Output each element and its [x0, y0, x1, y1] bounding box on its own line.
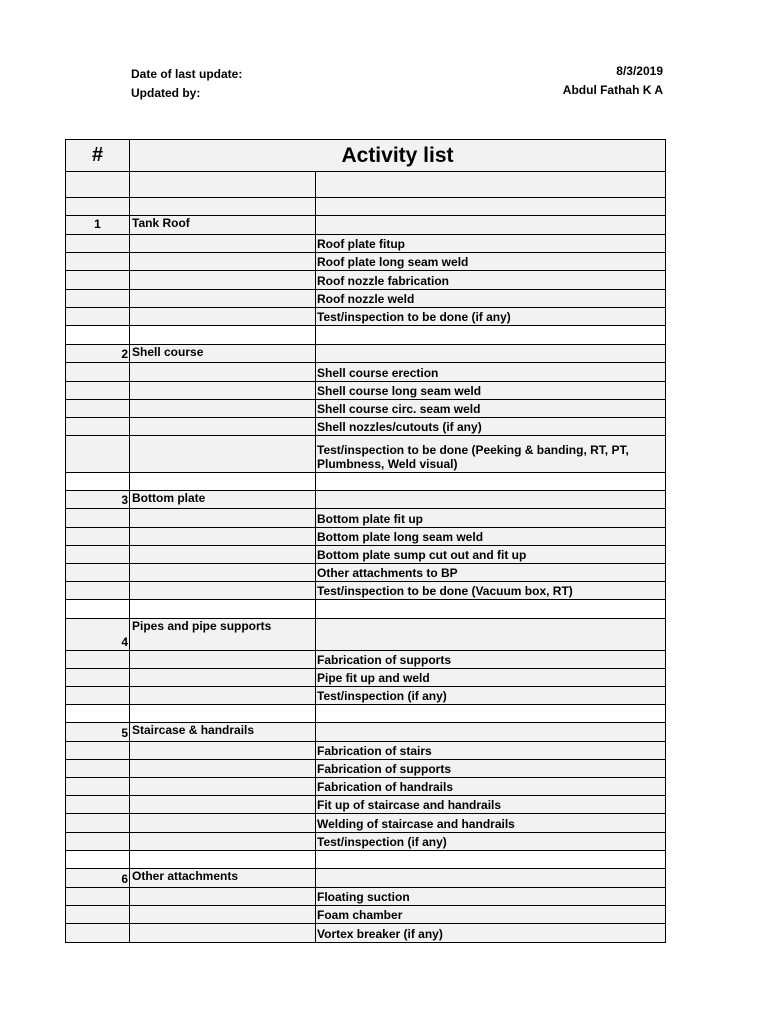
section-name-cell — [130, 687, 316, 704]
activity-cell — [316, 436, 666, 472]
activity-text: Shell course long seam weld — [317, 384, 482, 398]
activity-text: Foam chamber — [317, 908, 403, 922]
activity-cell — [316, 308, 666, 325]
activity-cell — [316, 509, 666, 527]
row-number-cell — [65, 363, 130, 381]
row-number-cell — [65, 564, 130, 581]
section-name-cell — [130, 491, 316, 508]
activity-cell — [316, 546, 666, 563]
table-row — [65, 509, 666, 528]
table-row — [65, 473, 666, 491]
activity-text: Floating suction — [317, 890, 410, 904]
activity-cell — [316, 528, 666, 545]
section-name-cell — [130, 290, 316, 307]
activity-list-title: Activity list — [130, 140, 666, 171]
activity-cell — [316, 326, 666, 344]
row-number-cell — [65, 172, 130, 197]
table-row — [65, 778, 666, 796]
updated-by-value: Abdul Fathah K A — [562, 83, 663, 97]
date-of-last-update-value: 8/3/2019 — [616, 64, 663, 78]
activity-cell — [316, 382, 666, 399]
activity-cell — [316, 888, 666, 905]
activity-cell — [316, 705, 666, 722]
section-name-cell — [130, 235, 316, 252]
activity-text: Welding of staircase and handrails — [317, 817, 515, 831]
row-number-cell — [65, 308, 130, 325]
table-row — [65, 851, 666, 869]
activity-cell — [316, 600, 666, 618]
section-name-cell — [130, 363, 316, 381]
section-name-cell — [130, 528, 316, 545]
row-number-cell — [65, 473, 130, 490]
table-row — [65, 669, 666, 687]
table-row — [65, 308, 666, 326]
table-row — [65, 172, 666, 198]
section-name-cell — [130, 308, 316, 325]
activity-text: Shell nozzles/cutouts (if any) — [317, 420, 482, 434]
row-number-cell — [65, 235, 130, 252]
row-number-cell — [65, 382, 130, 399]
activity-cell — [316, 271, 666, 289]
section-name: Staircase & handrails — [132, 723, 255, 737]
activity-text: Fit up of staircase and handrails — [317, 798, 502, 812]
section-name: Pipes and pipe supports — [132, 619, 272, 633]
activity-cell — [316, 198, 666, 215]
section-name-cell — [130, 271, 316, 289]
activity-text: Shell course circ. seam weld — [317, 402, 481, 416]
row-number-cell — [65, 253, 130, 270]
activity-text: Vortex breaker (if any) — [317, 927, 443, 941]
section-name-cell — [130, 651, 316, 668]
activity-cell — [316, 253, 666, 270]
row-number-cell — [65, 888, 130, 905]
section-name-cell — [130, 436, 316, 472]
table-row — [65, 326, 666, 345]
activity-text: Fabrication of supports — [317, 762, 452, 776]
activity-cell — [316, 796, 666, 813]
table-row — [65, 235, 666, 253]
table-row — [65, 869, 666, 888]
table-row — [65, 651, 666, 669]
section-name-cell — [130, 382, 316, 399]
updated-by-label: Updated by: — [131, 86, 201, 100]
activity-text: Other attachments to BP — [317, 566, 458, 580]
section-name-cell — [130, 198, 316, 215]
row-number-cell — [65, 669, 130, 686]
activity-text: Bottom plate long seam weld — [317, 530, 484, 544]
activity-text: Roof plate long seam weld — [317, 255, 469, 269]
row-number-cell — [65, 687, 130, 704]
table-row — [65, 528, 666, 546]
activity-text: Test/inspection to be done (Vacuum box, RT) — [317, 584, 573, 598]
section-name: Tank Roof — [132, 216, 190, 230]
table-row — [65, 564, 666, 582]
table-row — [65, 833, 666, 851]
activity-cell — [316, 687, 666, 704]
row-number-cell — [65, 760, 130, 777]
activity-table — [65, 139, 666, 943]
row-number-cell — [65, 723, 130, 741]
section-name-cell — [130, 778, 316, 795]
row-number-cell — [65, 742, 130, 759]
section-name: Other attachments — [132, 869, 239, 883]
table-row — [65, 582, 666, 600]
table-row — [65, 924, 666, 943]
section-name-cell — [130, 253, 316, 270]
section-name-cell — [130, 418, 316, 435]
activity-text: Roof nozzle weld — [317, 292, 415, 306]
row-number-cell — [65, 851, 130, 868]
table-row — [65, 271, 666, 290]
activity-cell — [316, 833, 666, 850]
table-body — [65, 172, 666, 943]
section-name-cell — [130, 742, 316, 759]
number-column-header: # — [65, 140, 130, 171]
date-of-last-update-label: Date of last update: — [131, 67, 243, 81]
activity-text: Pipe fit up and weld — [317, 671, 430, 685]
table-header-row — [65, 139, 666, 172]
table-row — [65, 687, 666, 705]
activity-cell — [316, 742, 666, 759]
table-row — [65, 742, 666, 760]
row-number-cell — [65, 509, 130, 527]
table-row — [65, 888, 666, 906]
activity-text: Test/inspection (if any) — [317, 835, 447, 849]
activity-text: Test/inspection (if any) — [317, 689, 447, 703]
row-number-cell — [65, 705, 130, 722]
table-row — [65, 290, 666, 308]
activity-text: Test/inspection to be done (Peeking & banding, RT, PT, Plumbness, Weld visual) — [317, 443, 629, 471]
activity-cell — [316, 651, 666, 668]
table-row — [65, 491, 666, 509]
row-number: 4 — [121, 635, 128, 649]
activity-cell — [316, 814, 666, 832]
row-number-cell — [65, 814, 130, 832]
section-name-cell — [130, 326, 316, 344]
row-number-cell — [65, 216, 130, 234]
activity-cell — [316, 235, 666, 252]
activity-cell — [316, 924, 666, 942]
row-number-cell — [65, 796, 130, 813]
activity-text: Fabrication of supports — [317, 653, 452, 667]
table-row — [65, 345, 666, 363]
section-name-cell — [130, 564, 316, 581]
section-name-cell — [130, 400, 316, 417]
section-name: Bottom plate — [132, 491, 206, 505]
row-number-cell — [65, 651, 130, 668]
row-number-cell — [65, 600, 130, 618]
row-number-cell — [65, 528, 130, 545]
row-number-cell — [65, 326, 130, 344]
activity-cell — [316, 778, 666, 795]
row-number-cell — [65, 778, 130, 795]
table-row — [65, 723, 666, 742]
table-row — [65, 814, 666, 833]
row-number-cell — [65, 436, 130, 472]
table-row — [65, 796, 666, 814]
table-row — [65, 418, 666, 436]
section-name-cell — [130, 851, 316, 868]
activity-text: Test/inspection to be done (if any) — [317, 310, 511, 324]
activity-cell — [316, 619, 666, 650]
row-number: 5 — [121, 726, 128, 740]
row-number-cell — [65, 546, 130, 563]
section-name-cell — [130, 796, 316, 813]
row-number: 2 — [121, 347, 128, 361]
activity-text: Shell course erection — [317, 366, 439, 380]
row-number: 3 — [121, 493, 128, 507]
row-number-cell — [65, 906, 130, 923]
activity-text: Fabrication of stairs — [317, 744, 432, 758]
section-name-cell — [130, 723, 316, 741]
section-name-cell — [130, 509, 316, 527]
activity-cell — [316, 564, 666, 581]
row-number: 6 — [121, 872, 128, 886]
section-name-cell — [130, 473, 316, 490]
activity-cell — [316, 345, 666, 362]
row-number-cell — [65, 345, 130, 362]
row-number-cell — [65, 582, 130, 599]
activity-text: Bottom plate sump cut out and fit up — [317, 548, 527, 562]
row-number-cell — [65, 869, 130, 887]
table-row — [65, 382, 666, 400]
table-row — [65, 705, 666, 723]
table-row — [65, 198, 666, 216]
activity-cell — [316, 906, 666, 923]
row-number-cell — [65, 619, 130, 650]
table-row — [65, 363, 666, 382]
row-number-cell — [65, 400, 130, 417]
table-row — [65, 436, 666, 473]
activity-text: Roof nozzle fabrication — [317, 274, 449, 288]
table-row — [65, 216, 666, 235]
activity-cell — [316, 400, 666, 417]
activity-cell — [316, 491, 666, 508]
table-row — [65, 760, 666, 778]
section-name-cell — [130, 345, 316, 362]
section-name-cell — [130, 546, 316, 563]
row-number-cell — [65, 418, 130, 435]
table-row — [65, 600, 666, 619]
row-number-cell — [65, 198, 130, 215]
table-row — [65, 619, 666, 651]
section-name: Shell course — [132, 345, 204, 359]
activity-text: Bottom plate fit up — [317, 512, 423, 526]
row-number-cell — [65, 290, 130, 307]
activity-text: Fabrication of handrails — [317, 780, 454, 794]
table-row — [65, 906, 666, 924]
section-name-cell — [130, 619, 316, 650]
row-number: 1 — [94, 217, 101, 231]
activity-cell — [316, 172, 666, 197]
section-name-cell — [130, 869, 316, 887]
section-name-cell — [130, 833, 316, 850]
section-name-cell — [130, 906, 316, 923]
activity-cell — [316, 473, 666, 490]
row-number-cell — [65, 491, 130, 508]
section-name-cell — [130, 924, 316, 942]
section-name-cell — [130, 888, 316, 905]
activity-cell — [316, 669, 666, 686]
table-row — [65, 253, 666, 271]
section-name-cell — [130, 216, 316, 234]
section-name-cell — [130, 814, 316, 832]
activity-cell — [316, 363, 666, 381]
section-name-cell — [130, 172, 316, 197]
activity-cell — [316, 290, 666, 307]
activity-cell — [316, 760, 666, 777]
row-number-cell — [65, 833, 130, 850]
section-name-cell — [130, 600, 316, 618]
activity-cell — [316, 216, 666, 234]
row-number-cell — [65, 924, 130, 942]
section-name-cell — [130, 582, 316, 599]
table-row — [65, 546, 666, 564]
row-number-cell — [65, 271, 130, 289]
activity-cell — [316, 723, 666, 741]
activity-cell — [316, 869, 666, 887]
table-row — [65, 400, 666, 418]
activity-cell — [316, 851, 666, 868]
section-name-cell — [130, 705, 316, 722]
section-name-cell — [130, 669, 316, 686]
section-name-cell — [130, 760, 316, 777]
activity-cell — [316, 582, 666, 599]
activity-cell — [316, 418, 666, 435]
activity-text: Roof plate fitup — [317, 237, 405, 251]
